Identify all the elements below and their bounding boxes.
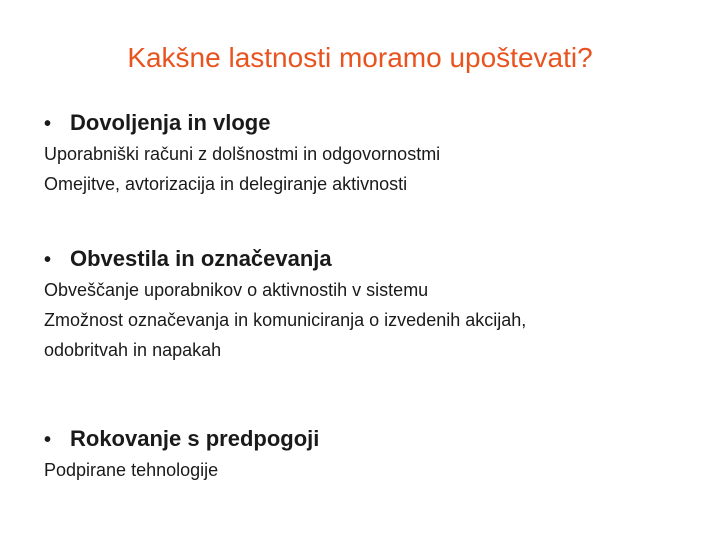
section-permissions [44,108,684,199]
bullet-heading-text: Rokovanje s predpogoji [70,426,320,451]
sub-line: Uporabniški računi z dolšnostmi in odgovornostmi [44,144,441,164]
bullet-icon: • [44,113,52,135]
section-prerequisites [44,424,684,485]
bullet-heading [44,244,684,275]
bullet-icon: • [44,429,52,451]
bullet-heading [44,424,684,455]
section-notifications [44,244,684,365]
sub-line: Zmožnost označevanja in komuniciranja o izvedenih akcijah, [44,310,527,330]
sub-line: Podpirane tehnologije [44,460,219,480]
bullet-heading-text: Dovoljenja in vloge [70,110,271,135]
slide-title: Kakšne lastnosti moramo upoštevati? [127,42,593,73]
bullet-icon: • [44,249,52,271]
bullet-heading-text: Obvestila in označevanja [70,246,332,271]
sub-line: Obveščanje uporabnikov o aktivnostih v sistemu [44,280,429,300]
sub-line: Omejitve, avtorizacija in delegiranje aktivnosti [44,174,408,194]
sub-line: odobritvah in napakah [44,340,222,360]
bullet-heading [44,108,684,139]
